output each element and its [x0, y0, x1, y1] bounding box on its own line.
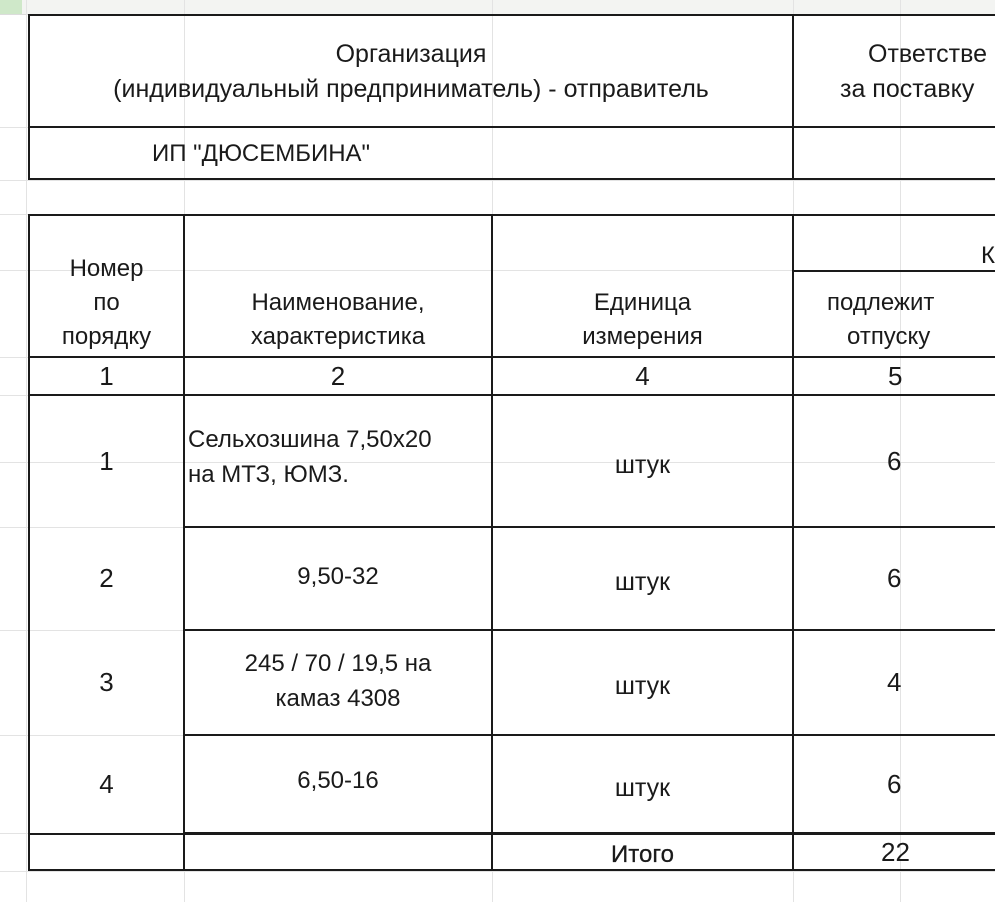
col-header-qty-release: подлежит отпуску [827, 289, 935, 350]
responsible-header-line2: за поставку [840, 75, 975, 103]
col-index-1: 1 [99, 360, 114, 391]
row-1-unit[interactable]: штук [614, 450, 671, 479]
sender-org-header-line1: Организация [335, 40, 487, 68]
col-header-qty-group: К [981, 241, 995, 269]
total-label: Итого [611, 840, 674, 868]
row-1-name[interactable]: Сельхозшина 7,50х20 на МТЗ, ЮМЗ. [188, 426, 432, 488]
col-index-5: 5 [888, 360, 903, 391]
sender-org-header-line2: (индивидуальный предприниматель) - отправитель [113, 75, 709, 103]
col-header-unit: Единица измерения [582, 289, 703, 350]
responsible-header [800, 18, 995, 126]
row-2-qty[interactable]: 6 [887, 563, 902, 593]
row-2-name[interactable]: 9,50-32 [297, 562, 379, 590]
row-4-qty[interactable]: 6 [887, 769, 902, 799]
row-4-number[interactable]: 4 [99, 769, 114, 799]
row-2-number[interactable]: 2 [99, 563, 114, 593]
row-4-name[interactable]: 6,50-16 [297, 766, 379, 794]
sender-org-header [30, 18, 792, 126]
total-value[interactable]: 22 [881, 836, 910, 867]
col-index-4: 4 [635, 360, 650, 391]
row-3-qty[interactable]: 4 [887, 667, 902, 697]
col-header-number: Номер по порядку [61, 255, 152, 350]
sender-org-value[interactable]: ИП "ДЮСЕМБИНА" [151, 139, 371, 167]
row-1-qty[interactable]: 6 [887, 445, 902, 476]
row-2-unit[interactable]: штук [614, 568, 671, 596]
row-1-number[interactable]: 1 [99, 445, 114, 476]
row-3-number[interactable]: 3 [99, 667, 114, 697]
col-header-name: Наименование, характеристика [250, 289, 426, 350]
col-index-2: 2 [330, 360, 346, 391]
responsible-header-line1: Ответстве [868, 40, 987, 68]
row-4-unit[interactable]: штук [614, 774, 671, 802]
row-3-name[interactable]: 245 / 70 / 19,5 на камаз 4308 [244, 650, 432, 712]
row-3-unit[interactable]: штук [614, 672, 671, 700]
sheet-corner [0, 0, 22, 14]
